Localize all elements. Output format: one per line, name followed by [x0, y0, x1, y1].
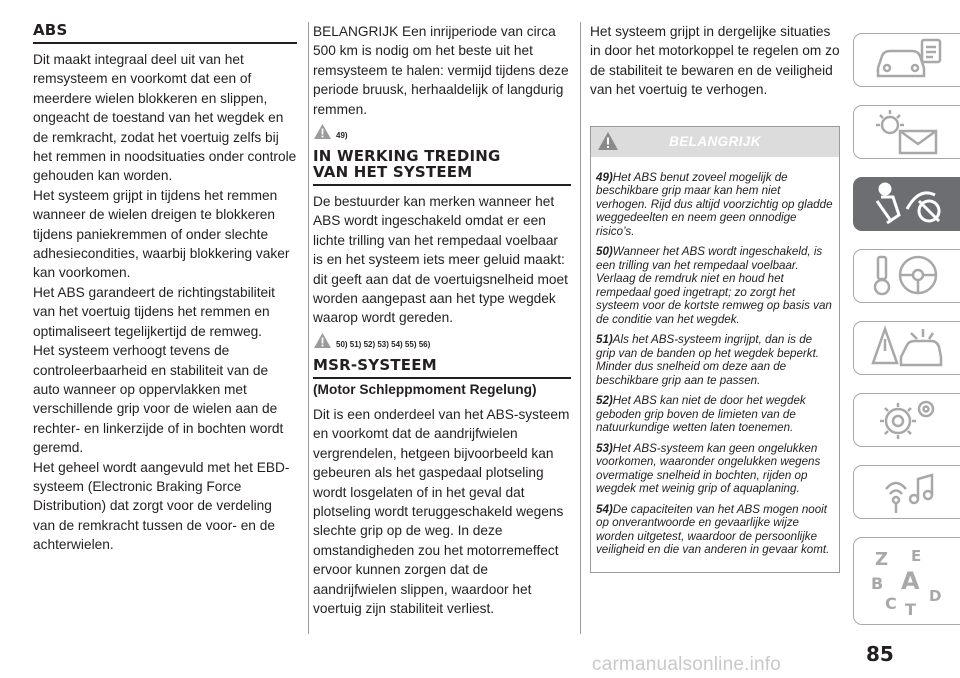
warning-number: 51): [596, 333, 613, 347]
warning-number: 50): [596, 245, 613, 259]
page-number: 85: [866, 642, 894, 666]
index-letter: D: [929, 587, 942, 605]
chapter-tab-car-info[interactable]: [853, 33, 960, 87]
paragraph: Dit maakt integraal deel uit van het remsysteem en voorkomt dat een of meerdere wielen blokkeren en slippen, ongeacht de toestand van het wegdek en de remkracht, zodat het voertuig zelfs bij het remmen in noodsituaties onder controle gehouden kan worden.: [33, 52, 297, 184]
warning-number: 49): [596, 170, 613, 184]
warning-box: [590, 126, 840, 573]
column-abs: [33, 22, 297, 555]
paragraph: Het ABS garandeert de richtingstabiliteit van het voertuig tijdens het remmen en optimaliseert tegelijkertijd de remweg.: [33, 284, 275, 339]
warning-header: [591, 127, 839, 157]
chapter-tab-emergency[interactable]: [853, 321, 960, 375]
watermark: carmanualsonline.info: [592, 654, 782, 675]
warning-triangle-icon: [313, 123, 332, 140]
paragraph: Het systeem grijpt in dergelijke situaties in door het motorkoppel te regelen om zo de stabiliteit te bewaren en de veiligheid van het voertuig te verhogen.: [590, 24, 840, 98]
warning-item: [596, 503, 833, 557]
emergency-breakdown-icon: [871, 325, 943, 371]
index-letters-icon: [867, 545, 947, 617]
chapter-tab-maintenance[interactable]: [853, 393, 960, 447]
section-title-line: IN WERKING TREDING: [313, 147, 501, 166]
section-subtitle-msr: (Motor Schleppmoment Regelung): [313, 381, 537, 397]
warning-item: [596, 333, 833, 387]
section-title-werking: [313, 148, 571, 180]
chapter-tab-safety[interactable]: [853, 177, 960, 231]
maintenance-gears-icon: [872, 397, 942, 443]
title-rule: [313, 184, 571, 186]
column-divider: [580, 22, 581, 634]
section-title-msr: MSR-SYSTEEM: [313, 355, 437, 374]
warning-lights-icon: [872, 109, 942, 155]
paragraph-belangrijk-inrijperiode: BELANGRIJK Een inrijperiode van circa 500 km is nodig om het beste uit het remsysteem te halen: vermijd tijdens deze periode bruusk, herhaaldelijk of langdurig remmen.: [313, 24, 569, 117]
index-letter: T: [905, 600, 916, 617]
warning-reference-number: 49): [336, 131, 348, 141]
warning-text: Het ABS kan niet de door het wegdek geboden grip boven de limieten van de natuurkundige wetten laten toenemen.: [596, 394, 806, 435]
warning-text: Het ABS benut zoveel mogelijk de beschikbare grip maar kan hem niet verhogen. Rijd dus altijd voorzichtig op gladde weggedeelten en neem geen onnodige risico’s.: [596, 170, 833, 238]
airbag-seatbelt-icon: [869, 181, 945, 227]
index-letter: E: [911, 547, 922, 565]
title-rule: [33, 42, 297, 44]
chapter-tab-multimedia[interactable]: [853, 465, 960, 519]
section-title-line: VAN HET SYSTEEM: [313, 163, 473, 182]
section-title-abs: ABS: [33, 21, 68, 39]
column-right: [590, 22, 840, 573]
key-steering-wheel-icon: [872, 253, 942, 299]
warning-number: 52): [596, 394, 613, 408]
paragraph: Het geheel wordt aangevuld met het EBD-systeem (Electronic Braking Force Distribution) dat zorgt voor de verdeling van de remkracht tussen de voor- en de achterwielen.: [33, 459, 290, 553]
warning-reference: [313, 123, 571, 140]
multimedia-icon: [872, 469, 942, 515]
warning-text: Wanneer het ABS wordt ingeschakeld, is een trilling van het rempedaal voelbaar. Verlaag de remdruk niet en houd het rempedaal goed ingetrapt; zo zorgt het systeem voor de kortste remweg op basis van de conditie van het wegdek.: [596, 245, 832, 326]
column-middle: [313, 22, 571, 618]
index-letter: A: [901, 567, 920, 595]
warning-item: [596, 442, 833, 496]
warning-triangle-icon: [597, 131, 619, 151]
warning-item: [596, 245, 833, 326]
index-letter: Z: [875, 549, 889, 570]
warning-item: [596, 171, 833, 239]
warning-text: Het ABS-systeem kan geen ongelukken voorkomen, waaronder ongelukken wegens overmatige snelheid in bochten, rijden op wegdek met weinig grip of aquaplaning.: [596, 441, 821, 496]
warning-number: 53): [596, 441, 613, 455]
warning-list: [591, 157, 839, 572]
paragraph: De bestuurder kan merken wanneer het ABS wordt ingeschakeld omdat er een lichte trilling van het rempedaal voelbaar is en het systeem iets meer geluid maakt: dit geeft aan dat de voertuigsnelheid moet worden aangepast aan het type wegdek waarop wordt gereden.: [313, 194, 568, 326]
chapter-tab-start-drive[interactable]: [853, 249, 960, 303]
warning-text: Als het ABS-systeem ingrijpt, dan is de grip van de banden op het wegdek beperkt. Minder dus snelheid om deze aan de beschikbare grip aan te passen.: [596, 333, 820, 387]
index-letter: B: [871, 574, 884, 593]
warning-title: BELANGRIJK: [669, 134, 761, 150]
paragraph: Dit is een onderdeel van het ABS-systeem en voorkomt dat de aandrijfwielen vergrendelen, hetgeen bijvoorbeeld kan gebeuren als het gaspedaal plotseling wordt losgelaten of in het geval dat plotseling wordt teruggeschakeld wegens slechte grip op de weg. In deze omstandigheden zou het motorremeffect ervoor kunnen zorgen dat de aandrijfwielen slippen, waardoor het voertuig zijn stabiliteit verliest.: [313, 406, 570, 616]
warning-reference: [313, 332, 571, 349]
warning-text: De capaciteiten van het ABS mogen nooit op onverantwoorde en gevaarlijke wijze worden uitgetest, waardoor de persoonlijke veiligheid en die van anderen in gevaar komt.: [596, 502, 830, 557]
title-rule: [313, 377, 571, 379]
paragraph: Het systeem verhoogt tevens de controleerbaarheid en stabiliteit van de auto wanneer op oppervlakken met verschillende grip voor de wielen aan de rechter- en linkerzijde of in bochten wordt geremd.: [33, 343, 284, 456]
chapter-tab-index[interactable]: [853, 537, 960, 625]
car-info-icon: [872, 38, 942, 82]
chapter-tab-sidebar: [853, 33, 960, 631]
column-divider: [308, 22, 309, 634]
index-letter: C: [885, 594, 897, 613]
chapter-tab-warning-lights[interactable]: [853, 105, 960, 159]
paragraph: Het systeem grijpt in tijdens het remmen wanneer de wielen dreigen te blokkeren tijdens paniekremmen of onder slechte adhesiecondities, waarbij blokkering vaker kan voorkomen.: [33, 187, 290, 281]
warning-item: [596, 394, 833, 435]
warning-number: 54): [596, 502, 613, 516]
warning-reference-numbers: 50) 51) 52) 53) 54) 55) 56): [336, 339, 431, 349]
warning-triangle-icon: [313, 332, 332, 349]
